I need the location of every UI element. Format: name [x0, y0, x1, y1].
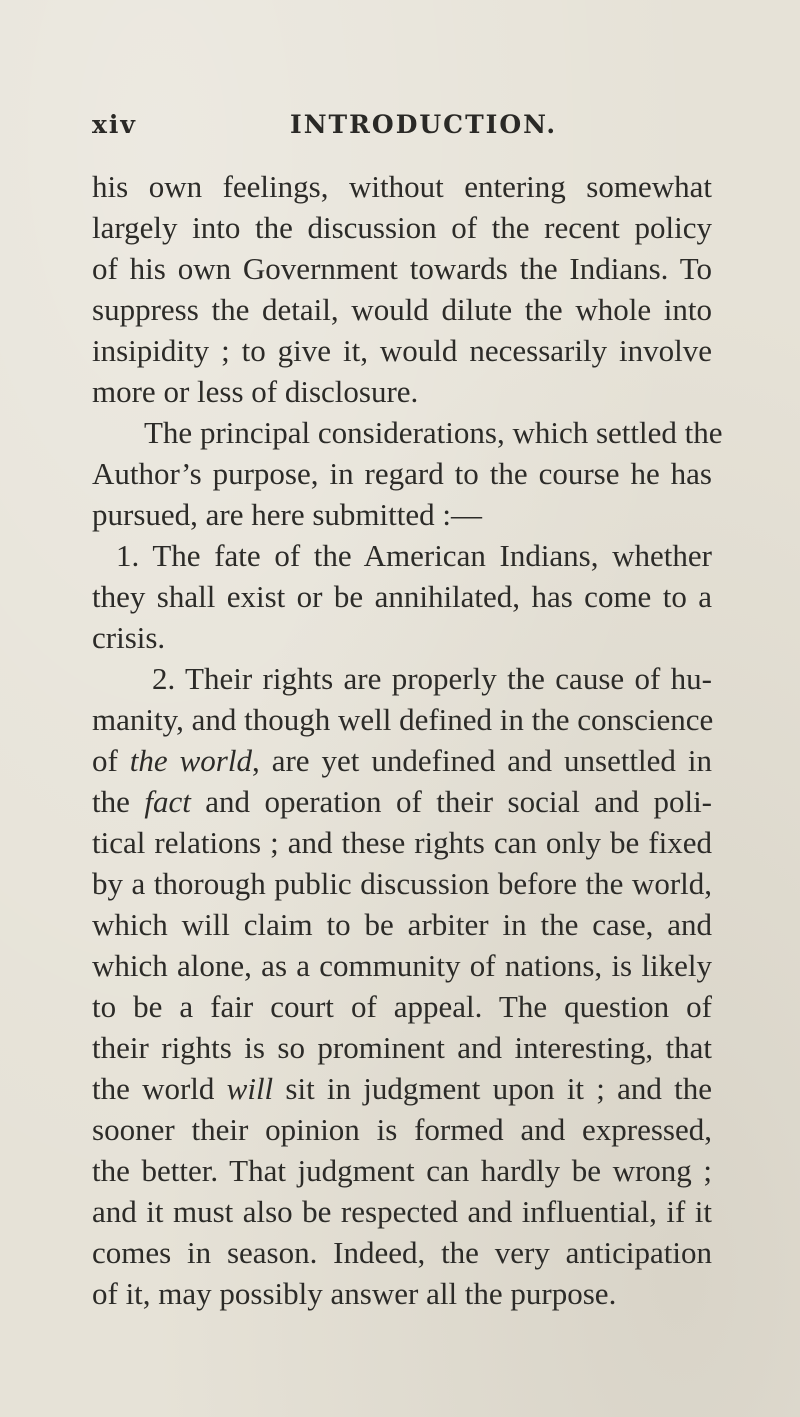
text-line	[92, 740, 712, 781]
text-line: which alone, as a community of nations, is likely	[92, 948, 712, 983]
text-fragment: the	[92, 784, 145, 819]
text-line: tical relations ; and these rights can only be fixed	[92, 825, 712, 860]
numbered-point-2: 2. Their rights are properly the cause of hu-	[152, 661, 712, 696]
running-title: INTRODUCTION.	[290, 110, 558, 139]
text-line: Author’s purpose, in regard to the course he has	[92, 456, 712, 491]
text-line: largely into the discussion of the recent policy	[92, 210, 712, 245]
text-line: which will claim to be arbiter in the case, and	[92, 907, 712, 942]
text-line	[92, 1068, 712, 1109]
text-fragment: sit in judgment upon it ; and the	[273, 1071, 712, 1106]
text-line: by a thorough public discussion before the world,	[92, 866, 712, 901]
text-line: the better. That judgment can hardly be wrong ;	[92, 1153, 712, 1188]
text-line: pursued, are here submitted :—	[92, 497, 482, 532]
text-line: to be a fair court of appeal. The question of	[92, 989, 712, 1024]
text-line: crisis.	[92, 620, 166, 655]
italic-text: fact	[144, 784, 191, 819]
text-line: sooner their opinion is formed and expressed,	[92, 1112, 712, 1147]
text-line: more or less of disclosure.	[92, 374, 419, 409]
text-line: of his own Government towards the Indians. To	[92, 251, 712, 286]
text-line	[92, 781, 712, 822]
text-fragment: of	[92, 743, 130, 778]
text-line: manity, and though well defined in the conscience	[92, 702, 714, 737]
text-line: suppress the detail, would dilute the whole into	[92, 292, 712, 327]
numbered-point-1: 1. The fate of the American Indians, whether	[116, 538, 712, 573]
text-fragment: the world	[92, 1071, 227, 1106]
text-line: insipidity ; to give it, would necessarily involve	[92, 333, 712, 368]
text-fragment: , are yet undefined and unsettled in	[252, 743, 713, 778]
italic-text: will	[226, 1071, 274, 1106]
page-number: xiv	[92, 110, 137, 139]
text-line: their rights is so prominent and interesting, that	[92, 1030, 712, 1065]
running-head	[92, 110, 712, 144]
text-fragment: and operation of their social and poli-	[190, 784, 713, 819]
text-line: his own feelings, without entering somewhat	[92, 169, 712, 204]
text-line: and it must also be respected and influential, if it	[92, 1194, 712, 1229]
text-line: of it, may possibly answer all the purpose.	[92, 1276, 617, 1311]
paragraph-start: The principal considerations, which settled the	[144, 415, 723, 450]
body-text	[92, 166, 723, 1314]
italic-text: the world	[129, 743, 252, 778]
text-line: they shall exist or be annihilated, has come to a	[92, 579, 712, 614]
text-line: comes in season. Indeed, the very anticipation	[92, 1235, 712, 1270]
